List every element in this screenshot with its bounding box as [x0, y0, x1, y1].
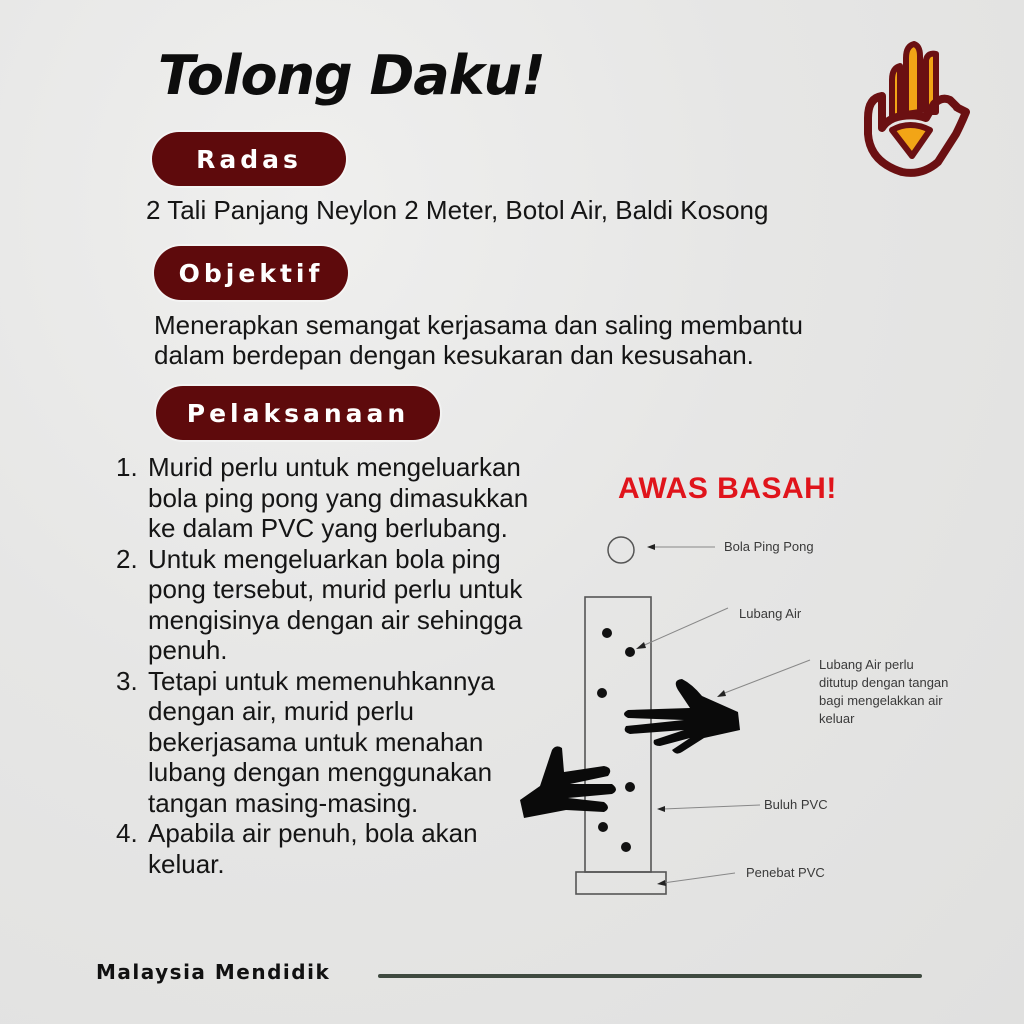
objektif-text: [154, 310, 803, 370]
footer-divider: [378, 974, 922, 978]
warning-text: AWAS BASAH!: [618, 472, 837, 505]
step-number: 4.: [116, 818, 138, 848]
step-text: Murid perlu untuk mengeluarkan bola ping pong yang dimasukkan ke dalam PVC yang berlubang.: [148, 452, 529, 543]
section-label-pelaksanaan: [156, 386, 440, 440]
objektif-label: Objektif: [178, 258, 324, 288]
label-cover: [819, 656, 948, 728]
brand-logo-icon: [862, 38, 970, 178]
step-text: Tetapi untuk memenuhkannya dengan air, murid perlu bekerjasama untuk menahan lubang dengan menggunakan tangan masing-masing.: [148, 665, 495, 818]
section-label-objektif: [154, 246, 348, 300]
page-title: Tolong Daku!: [158, 44, 545, 107]
pvc-diagram: [510, 530, 850, 900]
steps-list: [116, 452, 546, 879]
radas-label: Radas: [196, 144, 302, 174]
step-item: [116, 544, 546, 666]
step-text: Apabila air penuh, bola akan keluar.: [148, 818, 478, 879]
step-item: [116, 666, 546, 819]
section-label-radas: [152, 132, 346, 186]
step-number: 1.: [116, 452, 138, 482]
label-ball: Bola Ping Pong: [724, 539, 814, 554]
label-cover-line-1: Lubang Air perlu: [819, 657, 914, 672]
step-item: [116, 818, 546, 879]
label-pipe: Buluh PVC: [764, 797, 828, 812]
label-stopper: Penebat PVC: [746, 865, 825, 880]
step-number: 3.: [116, 665, 138, 696]
objektif-line-1: Menerapkan semangat kerjasama dan saling membantu: [154, 310, 803, 340]
label-hole: Lubang Air: [739, 606, 802, 621]
label-cover-line-4: keluar: [819, 711, 855, 726]
step-text: Untuk mengeluarkan bola ping pong tersebut, murid perlu untuk mengisinya dengan air sehingga penuh.: [148, 543, 523, 665]
step-item: [116, 452, 546, 544]
label-cover-line-2: ditutup dengan tangan: [819, 675, 949, 690]
step-number: 2.: [116, 543, 138, 574]
label-cover-line-3: bagi mengelakkan air: [819, 693, 943, 708]
objektif-line-2: dalam berdepan dengan kesukaran dan kesusahan.: [154, 340, 754, 370]
radas-text: 2 Tali Panjang Neylon 2 Meter, Botol Air, Baldi Kosong: [146, 195, 769, 225]
footer-brand: Malaysia Mendidik: [96, 960, 331, 984]
pelaksanaan-label: Pelaksanaan: [186, 398, 410, 428]
